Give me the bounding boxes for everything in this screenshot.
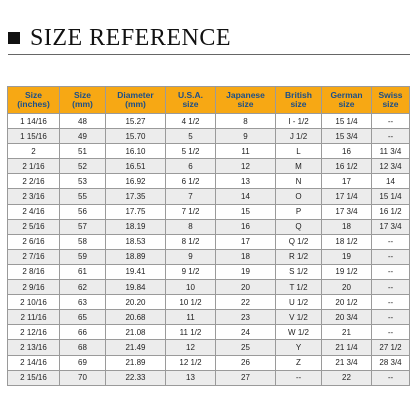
table-cell: 56 <box>60 204 106 219</box>
table-cell: 2 15/16 <box>8 370 60 385</box>
table-cell: 22.33 <box>106 370 166 385</box>
column-header-line: German <box>330 90 363 100</box>
table-cell: N <box>276 174 322 189</box>
column-header-line: Japanese <box>226 90 265 100</box>
table-cell: 65 <box>60 310 106 325</box>
table-cell: 25 <box>216 340 276 355</box>
header-row <box>8 87 410 114</box>
table-cell: 2 12/16 <box>8 325 60 340</box>
table-cell: V 1/2 <box>276 310 322 325</box>
table-cell: 20 <box>322 280 372 295</box>
column-header-line: U.S.A. <box>177 90 204 100</box>
column-header <box>372 87 410 114</box>
table-row <box>8 234 410 249</box>
table-cell: 2 1/16 <box>8 159 60 174</box>
table-cell: 12 <box>216 159 276 174</box>
table-cell: 17 <box>216 234 276 249</box>
table-cell: 17 3/4 <box>372 219 410 234</box>
table-cell: -- <box>372 280 410 295</box>
table-cell: 13 <box>166 370 216 385</box>
column-header <box>8 87 60 114</box>
column-header-line: British <box>285 90 312 100</box>
table-cell: 16.92 <box>106 174 166 189</box>
table-cell: 57 <box>60 219 106 234</box>
table-cell: 58 <box>60 234 106 249</box>
table-header <box>8 87 410 114</box>
table-cell: 16 <box>216 219 276 234</box>
column-header <box>60 87 106 114</box>
table-cell: 19 <box>322 249 372 264</box>
table-cell: 11 1/2 <box>166 325 216 340</box>
table-row <box>8 189 410 204</box>
table-cell: 21.08 <box>106 325 166 340</box>
column-header-line: Size <box>24 90 42 100</box>
table-cell: 13 <box>216 174 276 189</box>
table-cell: 10 <box>166 280 216 295</box>
table-cell: 63 <box>60 295 106 310</box>
size-reference-table <box>7 86 410 386</box>
table-cell: 20.68 <box>106 310 166 325</box>
table-row <box>8 174 410 189</box>
table-cell: Z <box>276 355 322 370</box>
table-cell: 9 <box>166 249 216 264</box>
table-cell: 24 <box>216 325 276 340</box>
column-header <box>106 87 166 114</box>
column-header-line: size <box>182 99 199 109</box>
table-cell: 17.75 <box>106 204 166 219</box>
table-cell: 23 <box>216 310 276 325</box>
table-cell: 1 15/16 <box>8 129 60 144</box>
table-cell: 69 <box>60 355 106 370</box>
table-cell: 11 <box>166 310 216 325</box>
table-cell: 2 11/16 <box>8 310 60 325</box>
table-cell: 26 <box>216 355 276 370</box>
table-cell: 15 <box>216 204 276 219</box>
table-cell: 18.89 <box>106 249 166 264</box>
column-header-line: Swiss <box>378 90 403 100</box>
table-cell: -- <box>372 249 410 264</box>
table-cell: 2 8/16 <box>8 264 60 279</box>
table-cell: -- <box>372 264 410 279</box>
table-cell: 19 1/2 <box>322 264 372 279</box>
table-row <box>8 295 410 310</box>
table-cell: 7 1/2 <box>166 204 216 219</box>
table-cell: 19.84 <box>106 280 166 295</box>
table-cell: I - 1/2 <box>276 114 322 129</box>
table-cell: 15 3/4 <box>322 129 372 144</box>
table-cell: R 1/2 <box>276 249 322 264</box>
table-cell: 27 1/2 <box>372 340 410 355</box>
column-header-line: (inches) <box>17 99 50 109</box>
table-row <box>8 204 410 219</box>
table-cell: 5 1/2 <box>166 144 216 159</box>
table-cell: Q <box>276 219 322 234</box>
table-cell: T 1/2 <box>276 280 322 295</box>
table-cell: 6 <box>166 159 216 174</box>
table-cell: 16 1/2 <box>322 159 372 174</box>
table-cell: 18 1/2 <box>322 234 372 249</box>
table-cell: 20 <box>216 280 276 295</box>
table-cell: 12 1/2 <box>166 355 216 370</box>
table-cell: 14 <box>372 174 410 189</box>
table-cell: 9 <box>216 129 276 144</box>
table-cell: 48 <box>60 114 106 129</box>
table-cell: 5 <box>166 129 216 144</box>
table-cell: 8 <box>216 114 276 129</box>
table-cell: 20 1/2 <box>322 295 372 310</box>
table-cell: 70 <box>60 370 106 385</box>
table-cell: 17.35 <box>106 189 166 204</box>
column-header-line: (mm) <box>72 99 93 109</box>
table-cell: 8 1/2 <box>166 234 216 249</box>
column-header-line: size <box>290 99 307 109</box>
table-cell: -- <box>372 310 410 325</box>
column-header-line: Diameter <box>117 90 154 100</box>
table-row <box>8 219 410 234</box>
table-cell: 52 <box>60 159 106 174</box>
table-cell: J 1/2 <box>276 129 322 144</box>
table-row <box>8 310 410 325</box>
table-cell: W 1/2 <box>276 325 322 340</box>
table-cell: 22 <box>322 370 372 385</box>
table-cell: Q 1/2 <box>276 234 322 249</box>
table-row <box>8 264 410 279</box>
table-cell: 55 <box>60 189 106 204</box>
table-cell: 15.70 <box>106 129 166 144</box>
column-header-line: size <box>237 99 254 109</box>
table-cell: 2 14/16 <box>8 355 60 370</box>
table-cell: 2 6/16 <box>8 234 60 249</box>
table-cell: 27 <box>216 370 276 385</box>
title-text: SIZE REFERENCE <box>30 24 232 51</box>
table-cell: -- <box>372 370 410 385</box>
table-cell: 4 1/2 <box>166 114 216 129</box>
table-cell: -- <box>372 129 410 144</box>
table-cell: 11 3/4 <box>372 144 410 159</box>
table-cell: 21.49 <box>106 340 166 355</box>
column-header <box>166 87 216 114</box>
table-cell: 18.53 <box>106 234 166 249</box>
table-cell: 62 <box>60 280 106 295</box>
table-cell: 61 <box>60 264 106 279</box>
table-cell: -- <box>372 234 410 249</box>
table-cell: -- <box>372 325 410 340</box>
table-cell: 16 1/2 <box>372 204 410 219</box>
page-title <box>8 24 410 52</box>
title-divider <box>8 54 410 55</box>
table-cell: 2 3/16 <box>8 189 60 204</box>
table-cell: 16.51 <box>106 159 166 174</box>
table-cell: 22 <box>216 295 276 310</box>
table-cell: 18 <box>216 249 276 264</box>
column-header <box>322 87 372 114</box>
table-cell: 12 <box>166 340 216 355</box>
table-cell: 2 13/16 <box>8 340 60 355</box>
table-cell: 14 <box>216 189 276 204</box>
table-cell: 15 1/4 <box>322 114 372 129</box>
table-cell: O <box>276 189 322 204</box>
table-cell: 20.20 <box>106 295 166 310</box>
table-cell: 11 <box>216 144 276 159</box>
table-cell: 28 3/4 <box>372 355 410 370</box>
column-header <box>216 87 276 114</box>
table-row <box>8 370 410 385</box>
table-cell: 7 <box>166 189 216 204</box>
column-header <box>276 87 322 114</box>
table-row <box>8 129 410 144</box>
table-row <box>8 325 410 340</box>
table-cell: 53 <box>60 174 106 189</box>
title-bullet-square <box>8 32 20 44</box>
table-row <box>8 144 410 159</box>
table-cell: 17 1/4 <box>322 189 372 204</box>
table-cell: 2 2/16 <box>8 174 60 189</box>
table-cell: 68 <box>60 340 106 355</box>
table-cell: 15 1/4 <box>372 189 410 204</box>
table-cell: -- <box>372 114 410 129</box>
table-body <box>8 114 410 386</box>
table-row <box>8 280 410 295</box>
table-row <box>8 340 410 355</box>
table-cell: 12 3/4 <box>372 159 410 174</box>
table-cell: 51 <box>60 144 106 159</box>
table-row <box>8 159 410 174</box>
table-cell: 59 <box>60 249 106 264</box>
table-cell: 2 10/16 <box>8 295 60 310</box>
table-cell: 6 1/2 <box>166 174 216 189</box>
table-cell: 19 <box>216 264 276 279</box>
table-row <box>8 114 410 129</box>
table-cell: -- <box>276 370 322 385</box>
table-cell: 15.27 <box>106 114 166 129</box>
table-cell: 19.41 <box>106 264 166 279</box>
table-cell: 17 <box>322 174 372 189</box>
table-cell: 9 1/2 <box>166 264 216 279</box>
table-cell: 2 4/16 <box>8 204 60 219</box>
table-cell: 2 9/16 <box>8 280 60 295</box>
table-cell: 8 <box>166 219 216 234</box>
column-header-line: Size <box>73 90 91 100</box>
table-cell: 18.19 <box>106 219 166 234</box>
table-cell: 21 3/4 <box>322 355 372 370</box>
table-cell: 21 1/4 <box>322 340 372 355</box>
table-cell: 18 <box>322 219 372 234</box>
table-cell: 21 <box>322 325 372 340</box>
table-cell: 66 <box>60 325 106 340</box>
table-cell: 2 <box>8 144 60 159</box>
table-cell: 21.89 <box>106 355 166 370</box>
table-cell: 17 3/4 <box>322 204 372 219</box>
table-cell: 16 <box>322 144 372 159</box>
table-row <box>8 355 410 370</box>
table-cell: 16.10 <box>106 144 166 159</box>
table-cell: S 1/2 <box>276 264 322 279</box>
table-row <box>8 249 410 264</box>
table-cell: 2 7/16 <box>8 249 60 264</box>
table-cell: 20 3/4 <box>322 310 372 325</box>
table-cell: U 1/2 <box>276 295 322 310</box>
column-header-line: size <box>338 99 355 109</box>
table-cell: P <box>276 204 322 219</box>
table-cell: M <box>276 159 322 174</box>
table-cell: Y <box>276 340 322 355</box>
column-header-line: size <box>382 99 399 109</box>
table-cell: -- <box>372 295 410 310</box>
table-cell: 2 5/16 <box>8 219 60 234</box>
table-cell: 49 <box>60 129 106 144</box>
column-header-line: (mm) <box>125 99 146 109</box>
table-cell: L <box>276 144 322 159</box>
table-cell: 10 1/2 <box>166 295 216 310</box>
table-cell: 1 14/16 <box>8 114 60 129</box>
